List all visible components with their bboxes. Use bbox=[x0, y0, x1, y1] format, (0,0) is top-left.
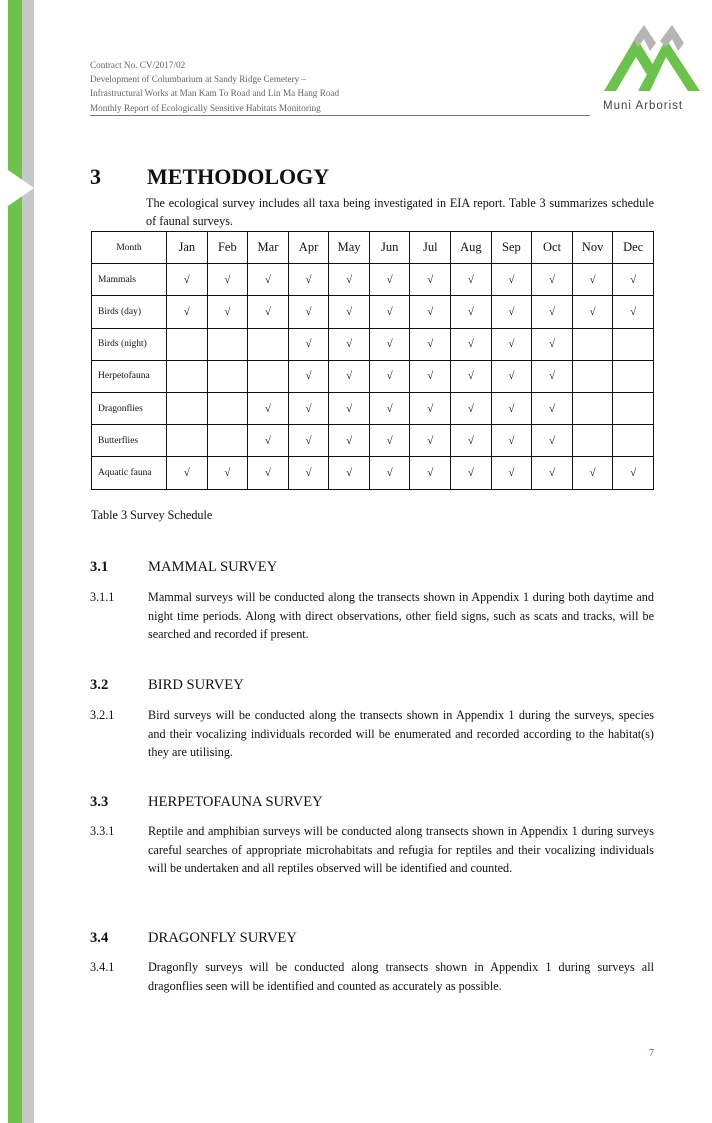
paragraph-number: 3.3.1 bbox=[90, 824, 115, 838]
survey-tick-cell: √ bbox=[572, 457, 613, 489]
paragraph-bird bbox=[90, 706, 654, 762]
row-label: Butterflies bbox=[92, 425, 167, 457]
survey-tick-cell: √ bbox=[410, 264, 451, 296]
survey-tick-cell: √ bbox=[369, 264, 410, 296]
survey-tick-cell: √ bbox=[329, 425, 370, 457]
section-number: 3 bbox=[90, 164, 101, 189]
row-label: Herpetofauna bbox=[92, 360, 167, 392]
left-green-stripe bbox=[8, 0, 22, 1123]
survey-tick-cell: √ bbox=[532, 328, 573, 360]
table-row bbox=[92, 328, 654, 360]
subsection-heading-bird bbox=[90, 677, 244, 694]
subsection-heading-dragonfly bbox=[90, 930, 297, 947]
survey-tick-cell: √ bbox=[572, 264, 613, 296]
subsection-number: 3.1 bbox=[90, 559, 109, 575]
header-line-report: Monthly Report of Ecologically Sensitive Habitats Monitoring bbox=[90, 102, 321, 113]
table-row bbox=[92, 264, 654, 296]
header-divider bbox=[90, 115, 590, 116]
month-header: Apr bbox=[288, 232, 329, 264]
survey-tick-cell: √ bbox=[491, 328, 532, 360]
subsection-title: DRAGONFLY SURVEY bbox=[148, 930, 297, 946]
survey-tick-cell: √ bbox=[329, 457, 370, 489]
row-label: Birds (night) bbox=[92, 328, 167, 360]
survey-tick-cell: √ bbox=[248, 296, 289, 328]
survey-tick-cell: √ bbox=[248, 425, 289, 457]
empty-cell bbox=[613, 425, 654, 457]
survey-tick-cell: √ bbox=[451, 328, 492, 360]
subsection-number: 3.2 bbox=[90, 677, 109, 693]
survey-tick-cell: √ bbox=[329, 264, 370, 296]
month-header: Nov bbox=[572, 232, 613, 264]
table-row bbox=[92, 457, 654, 489]
empty-cell bbox=[248, 328, 289, 360]
empty-cell bbox=[167, 360, 208, 392]
left-gray-stripe bbox=[22, 0, 34, 1123]
survey-tick-cell: √ bbox=[207, 296, 248, 328]
survey-tick-cell: √ bbox=[288, 328, 329, 360]
survey-tick-cell: √ bbox=[288, 392, 329, 424]
paragraph-number: 3.1.1 bbox=[90, 590, 115, 604]
survey-tick-cell: √ bbox=[329, 392, 370, 424]
survey-tick-cell: √ bbox=[207, 264, 248, 296]
survey-tick-cell: √ bbox=[451, 296, 492, 328]
survey-tick-cell: √ bbox=[491, 425, 532, 457]
survey-tick-cell: √ bbox=[410, 328, 451, 360]
survey-tick-cell: √ bbox=[491, 392, 532, 424]
survey-tick-cell: √ bbox=[288, 296, 329, 328]
survey-tick-cell: √ bbox=[369, 360, 410, 392]
logo-text: Muni Arborist bbox=[603, 100, 684, 112]
survey-tick-cell: √ bbox=[410, 360, 451, 392]
empty-cell bbox=[167, 425, 208, 457]
table-row bbox=[92, 360, 654, 392]
survey-tick-cell: √ bbox=[491, 360, 532, 392]
survey-tick-cell: √ bbox=[532, 264, 573, 296]
empty-cell bbox=[572, 328, 613, 360]
survey-tick-cell: √ bbox=[248, 264, 289, 296]
paragraph-dragonfly bbox=[90, 958, 654, 995]
survey-tick-cell: √ bbox=[369, 296, 410, 328]
row-label: Birds (day) bbox=[92, 296, 167, 328]
survey-tick-cell: √ bbox=[491, 296, 532, 328]
empty-cell bbox=[167, 392, 208, 424]
survey-tick-cell: √ bbox=[451, 264, 492, 296]
survey-tick-cell: √ bbox=[451, 360, 492, 392]
month-header: Aug bbox=[451, 232, 492, 264]
empty-cell bbox=[207, 360, 248, 392]
row-label: Aquatic fauna bbox=[92, 457, 167, 489]
subsection-number: 3.3 bbox=[90, 794, 109, 810]
table-row bbox=[92, 392, 654, 424]
survey-tick-cell: √ bbox=[451, 392, 492, 424]
month-header: Sep bbox=[491, 232, 532, 264]
subsection-heading-herpetofauna bbox=[90, 794, 323, 811]
survey-tick-cell: √ bbox=[410, 425, 451, 457]
survey-tick-cell: √ bbox=[532, 392, 573, 424]
survey-tick-cell: √ bbox=[167, 296, 208, 328]
paragraph-herpetofauna bbox=[90, 822, 654, 878]
header-line-development: Development of Columbarium at Sandy Ridge Cemetery – bbox=[90, 74, 307, 85]
empty-cell bbox=[207, 328, 248, 360]
empty-cell bbox=[613, 392, 654, 424]
paragraph-mammal bbox=[90, 588, 654, 644]
paragraph-text: Mammal surveys will be conducted along the transects shown in Appendix 1 during both daytime and night time periods. Along with direct observations, other field signs, such as scats and tracks, will be searched and recorded if present. bbox=[148, 590, 654, 642]
section-title: METHODOLOGY bbox=[147, 164, 330, 189]
survey-tick-cell: √ bbox=[532, 457, 573, 489]
survey-tick-cell: √ bbox=[532, 296, 573, 328]
subsection-title: MAMMAL SURVEY bbox=[148, 559, 278, 575]
empty-cell bbox=[613, 360, 654, 392]
survey-tick-cell: √ bbox=[329, 328, 370, 360]
month-header: Dec bbox=[613, 232, 654, 264]
subsection-number: 3.4 bbox=[90, 930, 109, 946]
survey-tick-cell: √ bbox=[613, 457, 654, 489]
survey-tick-cell: √ bbox=[451, 457, 492, 489]
paragraph-number: 3.2.1 bbox=[90, 708, 115, 722]
survey-tick-cell: √ bbox=[410, 457, 451, 489]
survey-tick-cell: √ bbox=[491, 264, 532, 296]
survey-tick-cell: √ bbox=[532, 425, 573, 457]
survey-tick-cell: √ bbox=[248, 392, 289, 424]
paragraph-text: Dragonfly surveys will be conducted along transects shown in Appendix 1 during surveys all dragonflies seen will be identified and counted as accurately as possible. bbox=[148, 960, 654, 993]
survey-tick-cell: √ bbox=[167, 264, 208, 296]
survey-tick-cell: √ bbox=[613, 296, 654, 328]
survey-tick-cell: √ bbox=[369, 425, 410, 457]
section-intro: The ecological survey includes all taxa being investigated in EIA report. Table 3 summarizes schedule of faunal surveys. bbox=[146, 196, 654, 228]
subsection-heading-mammal bbox=[90, 559, 277, 576]
table-corner-header: Month bbox=[92, 232, 167, 264]
survey-tick-cell: √ bbox=[572, 296, 613, 328]
page-number: 7 bbox=[649, 1048, 654, 1059]
survey-tick-cell: √ bbox=[532, 360, 573, 392]
table-row bbox=[92, 296, 654, 328]
survey-tick-cell: √ bbox=[410, 392, 451, 424]
row-label: Dragonflies bbox=[92, 392, 167, 424]
survey-tick-cell: √ bbox=[613, 264, 654, 296]
month-header: Jan bbox=[167, 232, 208, 264]
survey-tick-cell: √ bbox=[491, 457, 532, 489]
paragraph-text: Bird surveys will be conducted along the transects shown in Appendix 1 during the surveys, species and their vocalizing individuals recorded will be enumerated and recorded according to the habitat(s) they are utilising. bbox=[148, 708, 654, 760]
month-header: May bbox=[329, 232, 370, 264]
empty-cell bbox=[572, 392, 613, 424]
month-header: Oct bbox=[532, 232, 573, 264]
survey-tick-cell: √ bbox=[288, 264, 329, 296]
empty-cell bbox=[248, 360, 289, 392]
subsection-title: HERPETOFAUNA SURVEY bbox=[148, 794, 323, 810]
survey-tick-cell: √ bbox=[410, 296, 451, 328]
survey-tick-cell: √ bbox=[451, 425, 492, 457]
survey-schedule-table bbox=[91, 231, 654, 490]
survey-tick-cell: √ bbox=[369, 392, 410, 424]
month-header: Jul bbox=[410, 232, 451, 264]
survey-tick-cell: √ bbox=[369, 328, 410, 360]
header-line-contract: Contract No. CV/2017/02 bbox=[90, 60, 186, 70]
survey-tick-cell: √ bbox=[288, 425, 329, 457]
row-label: Mammals bbox=[92, 264, 167, 296]
month-header: Jun bbox=[369, 232, 410, 264]
document-header bbox=[90, 58, 590, 115]
survey-tick-cell: √ bbox=[167, 457, 208, 489]
table-header-row bbox=[92, 232, 654, 264]
empty-cell bbox=[572, 425, 613, 457]
empty-cell bbox=[167, 328, 208, 360]
survey-tick-cell: √ bbox=[288, 360, 329, 392]
empty-cell bbox=[207, 392, 248, 424]
subsection-title: BIRD SURVEY bbox=[148, 677, 244, 693]
table-row bbox=[92, 425, 654, 457]
header-line-works: Infrastructural Works at Man Kam To Road and Lin Ma Hang Road bbox=[90, 88, 340, 99]
survey-tick-cell: √ bbox=[288, 457, 329, 489]
survey-tick-cell: √ bbox=[369, 457, 410, 489]
table-caption: Table 3 Survey Schedule bbox=[91, 508, 213, 522]
paragraph-text: Reptile and amphibian surveys will be conducted along transects shown in Appendix 1 during surveys careful searches of appropriate microhabitats and refugia for reptiles and their vocalizing individuals will be undertaken and all reptiles observed will be identified and counted. bbox=[148, 824, 654, 876]
paragraph-number: 3.4.1 bbox=[90, 960, 115, 974]
survey-tick-cell: √ bbox=[207, 457, 248, 489]
month-header: Feb bbox=[207, 232, 248, 264]
survey-tick-cell: √ bbox=[248, 457, 289, 489]
survey-tick-cell: √ bbox=[329, 360, 370, 392]
stripe-notch bbox=[8, 170, 34, 206]
month-header: Mar bbox=[248, 232, 289, 264]
survey-tick-cell: √ bbox=[329, 296, 370, 328]
empty-cell bbox=[207, 425, 248, 457]
empty-cell bbox=[613, 328, 654, 360]
empty-cell bbox=[572, 360, 613, 392]
section-heading bbox=[90, 164, 329, 190]
